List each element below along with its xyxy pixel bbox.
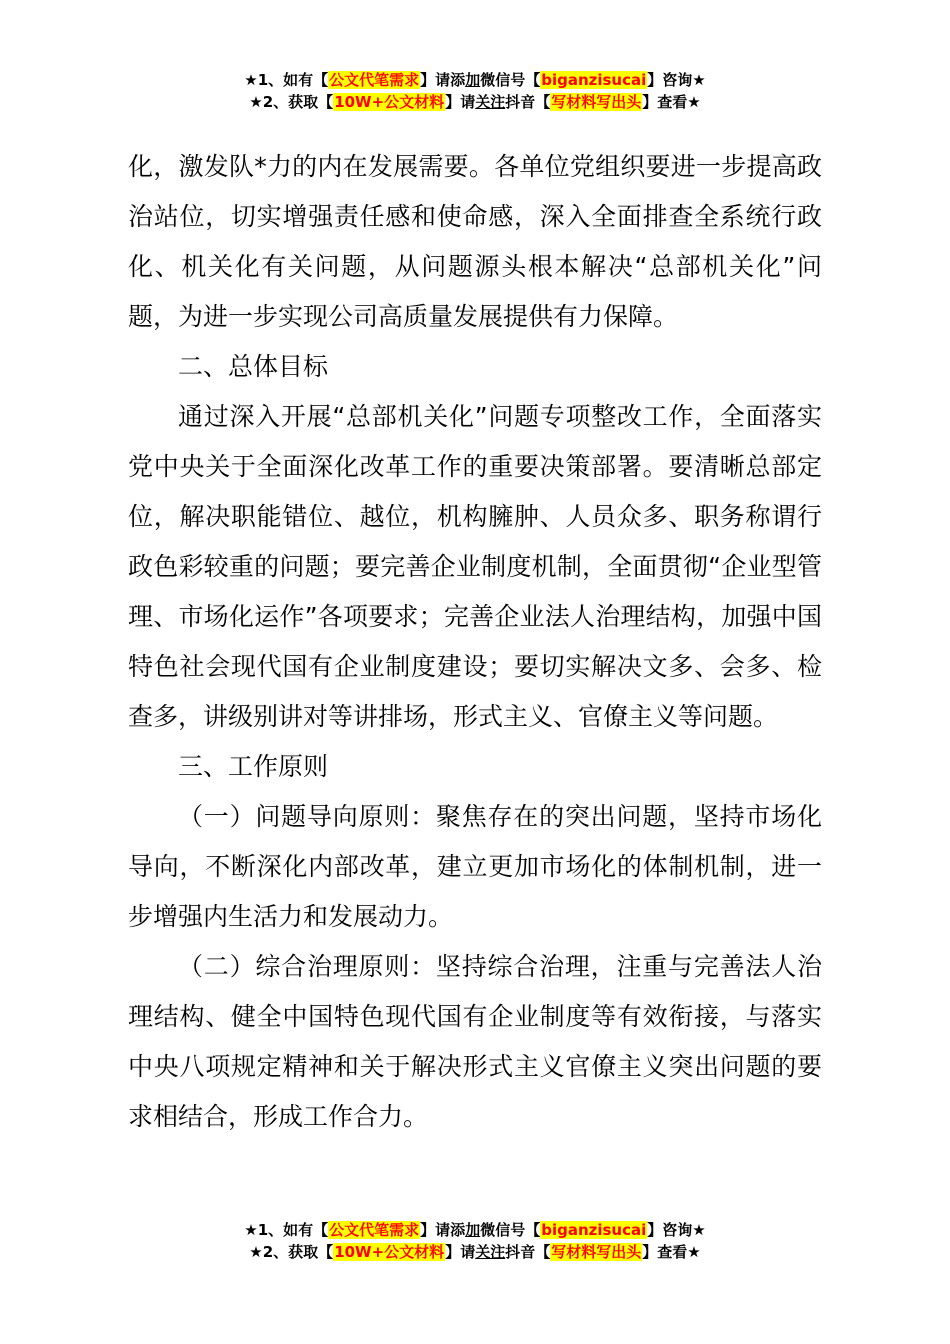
footer-line-1-prefix: ★1、如有【 — [244, 1221, 329, 1239]
footer-line-2-text-a: 】请 — [445, 1243, 476, 1261]
footer-banner — [0, 1219, 950, 1263]
header-line-2-underlined: 关注 — [475, 93, 506, 111]
header-banner — [0, 69, 950, 113]
paragraph-principle-problem-oriented: （一）问题导向原则：聚焦存在的突出问题，坚持市场化导向，不断深化内部改革，建立更加市场化的体制机制，进一步增强内生活力和发展动力。 — [128, 802, 822, 931]
header-line-2 — [0, 91, 950, 113]
section-heading-overall-goal: 二、总体目标 — [178, 352, 329, 381]
document-body — [128, 142, 822, 1142]
header-line-1-text-a: 】请添 — [420, 71, 466, 89]
paragraph-continuation: 化，激发队*力的内在发展需要。各单位党组织要进一步提高政治站位，切实增强责任感和使命感，深入全面排查全系统行政化、机关化有关问题，从问题源头根本解决“总部机关化”问题，为进一步实现公司高质量发展提供有力保障。 — [128, 152, 822, 331]
footer-line-1-text-a: 】请添 — [420, 1221, 466, 1239]
footer-line-2-text-b: 抖音【 — [505, 1243, 551, 1261]
header-line-2-text-a: 】请 — [445, 93, 476, 111]
footer-line-1 — [0, 1219, 950, 1241]
footer-highlight-douyin: 写材料写出头 — [551, 1243, 642, 1261]
header-line-2-prefix: ★2、获取【 — [249, 93, 334, 111]
footer-highlight-wechat-id: biganzisucai — [541, 1221, 647, 1239]
footer-line-2-prefix: ★2、获取【 — [249, 1243, 334, 1261]
paragraph-principle-comprehensive-governance: （二）综合治理原则：坚持综合治理，注重与完善法人治理结构、健全中国特色现代国有企业制度等有效衔接，与落实中央八项规定精神和关于解决形式主义官僚主义突出问题的要求相结合，形成工作合力。 — [128, 952, 822, 1131]
header-highlight-service: 公文代笔需求 — [329, 71, 420, 89]
footer-line-1-suffix: 】咨询★ — [647, 1221, 706, 1239]
footer-line-2 — [0, 1241, 950, 1263]
paragraph-overall-goal: 通过深入开展“总部机关化”问题专项整改工作，全面落实党中央关于全面深化改革工作的重要决策部署。要清晰总部定位，解决职能错位、越位，机构臃肿、人员众多、职务称谓行政色彩较重的问题；要完善企业制度机制，全面贯彻“企业型管理、市场化运作”各项要求；完善企业法人治理结构，加强中国特色社会现代国有企业制度建设；要切实解决文多、会多、检查多，讲级别讲对等讲排场，形式主义、官僚主义等问题。 — [128, 402, 822, 731]
footer-line-2-underlined: 关注 — [475, 1243, 506, 1261]
header-line-1 — [0, 69, 950, 91]
footer-line-1-text-b: 微信号【 — [480, 1221, 541, 1239]
header-highlight-wechat-id: biganzisucai — [541, 71, 647, 89]
header-line-1-prefix: ★1、如有【 — [244, 71, 329, 89]
header-highlight-douyin: 写材料写出头 — [551, 93, 642, 111]
header-line-1-underlined: 加 — [465, 71, 481, 89]
header-highlight-materials: 10W+公文材料 — [334, 93, 445, 111]
header-line-1-suffix: 】咨询★ — [647, 71, 706, 89]
section-heading-work-principles: 三、工作原则 — [178, 752, 329, 781]
header-line-1-text-b: 微信号【 — [480, 71, 541, 89]
header-line-2-text-b: 抖音【 — [505, 93, 551, 111]
footer-line-2-suffix: 】查看★ — [642, 1243, 701, 1261]
header-line-2-suffix: 】查看★ — [642, 93, 701, 111]
footer-line-1-underlined: 加 — [465, 1221, 481, 1239]
footer-highlight-materials: 10W+公文材料 — [334, 1243, 445, 1261]
footer-highlight-service: 公文代笔需求 — [329, 1221, 420, 1239]
